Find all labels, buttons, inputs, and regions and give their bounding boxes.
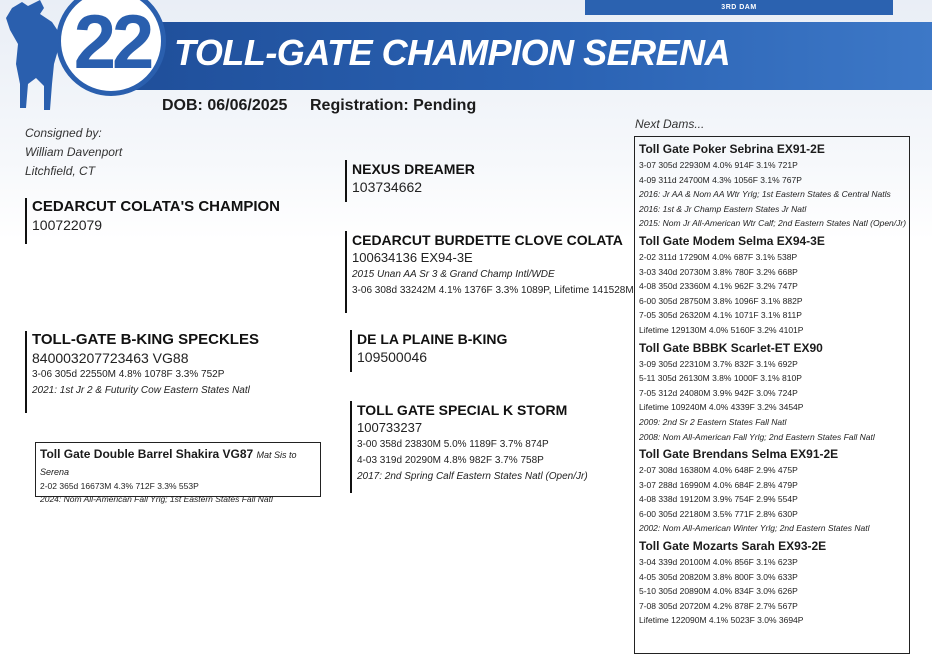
next-dam-record: 6-00 305d 28750M 3.8% 1096F 3.1% 882P xyxy=(639,295,803,306)
next-dam-entry xyxy=(639,538,905,628)
dam-record: 3-06 305d 22550M 4.8% 1078F 3.3% 752P xyxy=(32,369,225,380)
next-dam-record: Lifetime 129130M 4.0% 5160F 3.2% 4101P xyxy=(639,324,804,335)
sire-sire-name: NEXUS DREAMER xyxy=(352,161,475,177)
sire-reg: 100722079 xyxy=(32,217,103,233)
dam-sire-reg: 109500046 xyxy=(357,349,428,365)
maternal-sister-box xyxy=(35,442,321,504)
next-dam-record: Lifetime 122090M 4.1% 5023F 3.0% 3694P xyxy=(639,615,804,626)
next-dam-record: 6-00 305d 22180M 3.5% 771F 2.8% 630P xyxy=(639,508,798,519)
next-dam-record: 5-11 305d 26130M 3.8% 1000F 3.1% 810P xyxy=(639,373,802,384)
sister-record: 2-02 365d 16673M 4.3% 712F 3.3% 553P xyxy=(40,481,199,491)
sire-block xyxy=(25,198,280,244)
next-dam-record: 2-07 308d 16380M 4.0% 648F 2.9% 475P xyxy=(639,465,798,476)
sister-note: 2024: Nom All-American Fall Yrlg; 1st Eastern States Fall Natl xyxy=(40,494,273,504)
cow-silhouette-icon xyxy=(0,0,90,120)
dam-note: 2021: 1st Jr 2 & Futurity Cow Eastern States Natl xyxy=(32,385,250,396)
next-dam-entry xyxy=(639,340,905,445)
sire-sire-reg: 103734662 xyxy=(352,179,423,195)
lot-number: 22 xyxy=(73,0,151,85)
next-dam-name: Toll Gate BBBK Scarlet-ET EX90 xyxy=(639,340,823,355)
next-dam-record: 3-07 305d 22930M 4.0% 914F 3.1% 721P xyxy=(639,160,798,170)
next-dam-record: 4-08 338d 19120M 3.9% 754F 2.9% 554P xyxy=(639,494,798,505)
dam-sire-name: DE LA PLAINE B-KING xyxy=(357,331,508,347)
dam-name: TOLL-GATE B-KING SPECKLES xyxy=(32,331,259,348)
next-dam-record: 5-10 305d 20890M 4.0% 834F 3.0% 626P xyxy=(639,586,798,597)
next-dam-note: 2016: Jr AA & Nom AA Wtr Yrlg; 1st Eastern States & Central Natls xyxy=(639,189,891,200)
dam-tab: 3RD DAM xyxy=(585,0,893,15)
next-dams-label: Next Dams... xyxy=(635,117,705,131)
next-dam-name: Toll Gate Poker Sebrina EX91-2E xyxy=(639,142,825,156)
next-dams-box xyxy=(634,136,910,654)
sister-name: Toll Gate Double Barrel Shakira VG87 xyxy=(40,447,254,461)
consigned-by xyxy=(25,124,122,181)
next-dam-note: 2002: Nom All-American Winter Yrlg; 2nd Eastern States Natl xyxy=(639,523,870,534)
next-dam-record: Lifetime 109240M 4.0% 4339F 3.2% 3454P xyxy=(639,402,804,413)
next-dam-entry xyxy=(639,446,905,536)
next-dam-record: 7-08 305d 20720M 4.2% 878F 2.7% 567P xyxy=(639,600,798,611)
consignor-name: William Davenport xyxy=(25,145,123,159)
next-dam-note: 2015: Nom Jr All-American Wtr Calf; 2nd Eastern States Natl (Open/Jr) xyxy=(639,218,907,229)
animal-name: TOLL-GATE CHAMPION SERENA xyxy=(174,32,731,73)
dam-dam-block xyxy=(350,401,588,493)
registration-status: Registration: Pending xyxy=(310,97,477,114)
consigned-label: Consigned by: xyxy=(25,126,102,140)
dam-reg: 840003207723463 VG88 xyxy=(32,350,189,366)
dam-dam-name: TOLL GATE SPECIAL K STORM xyxy=(357,402,568,418)
next-dam-note: 2016: 1st & Jr Champ Eastern States Jr Natl xyxy=(639,203,807,214)
next-dam-name: Toll Gate Modem Selma EX94-3E xyxy=(639,233,825,248)
dob: DOB: 06/06/2025 xyxy=(162,97,288,114)
dam-dam-reg: 100733237 xyxy=(357,420,423,435)
sire-dam-reg: 100634136 EX94-3E xyxy=(352,250,473,265)
dam-block xyxy=(25,331,259,413)
next-dam-record: 7-05 312d 24080M 3.9% 942F 3.0% 724P xyxy=(639,387,798,398)
next-dam-note: 2008: Nom All-American Fall Yrlg; 2nd Eastern States Fall Natl xyxy=(639,431,875,442)
sister-tag: Mat Sis to Serena xyxy=(40,450,297,477)
sister-name-line xyxy=(40,446,316,480)
sire-dam-name: CEDARCUT BURDETTE CLOVE COLATA xyxy=(352,232,623,248)
next-dam-note: 2009: 2nd Sr 2 Eastern States Fall Natl xyxy=(639,416,787,427)
next-dam-record: 4-05 305d 20820M 3.8% 800F 3.0% 633P xyxy=(639,571,798,582)
next-dam-entry xyxy=(639,141,905,231)
dam-dam-record: 4-03 319d 20290M 4.8% 982F 3.7% 758P xyxy=(357,455,544,466)
next-dam-record: 7-05 305d 26320M 4.1% 1071F 3.1% 811P xyxy=(639,310,802,321)
next-dam-name: Toll Gate Brendans Selma EX91-2E xyxy=(639,447,839,462)
next-dam-record: 4-09 311d 24700M 4.3% 1056F 3.1% 767P xyxy=(639,174,802,185)
next-dam-record: 3-07 288d 16990M 4.0% 684F 2.8% 479P xyxy=(639,479,798,490)
sire-dam-block xyxy=(345,231,634,313)
sire-dam-note: 2015 Unan AA Sr 3 & Grand Champ Intl/WDE xyxy=(352,269,555,280)
consignor-location: Litchfield, CT xyxy=(25,164,96,178)
sire-dam-record: 3-06 308d 33242M 4.1% 1376F 3.3% 1089P, Lifetime 141528M xyxy=(352,285,634,296)
dam-sire-block xyxy=(350,330,507,372)
sire-name: CEDARCUT COLATA'S CHAMPION xyxy=(32,198,280,215)
next-dam-record: 3-09 305d 22310M 3.7% 832F 3.1% 692P xyxy=(639,358,798,369)
next-dam-record: 3-04 339d 20100M 4.0% 856F 3.1% 623P xyxy=(639,557,798,568)
next-dam-record: 2-02 311d 17290M 4.0% 687F 3.1% 538P xyxy=(639,251,798,262)
dam-dam-note: 2017: 2nd Spring Calf Eastern States Natl (Open/Jr) xyxy=(357,471,588,482)
next-dam-entry xyxy=(639,233,905,338)
next-dam-record: 4-08 350d 23360M 4.1% 962F 3.2% 747P xyxy=(639,281,798,292)
next-dam-record: 3-03 340d 20730M 3.8% 780F 3.2% 668P xyxy=(639,266,798,277)
dam-dam-record: 3-00 358d 23830M 5.0% 1189F 3.7% 874P xyxy=(357,439,549,450)
next-dam-name: Toll Gate Mozarts Sarah EX93-2E xyxy=(639,539,827,554)
sire-sire-block xyxy=(345,160,475,202)
